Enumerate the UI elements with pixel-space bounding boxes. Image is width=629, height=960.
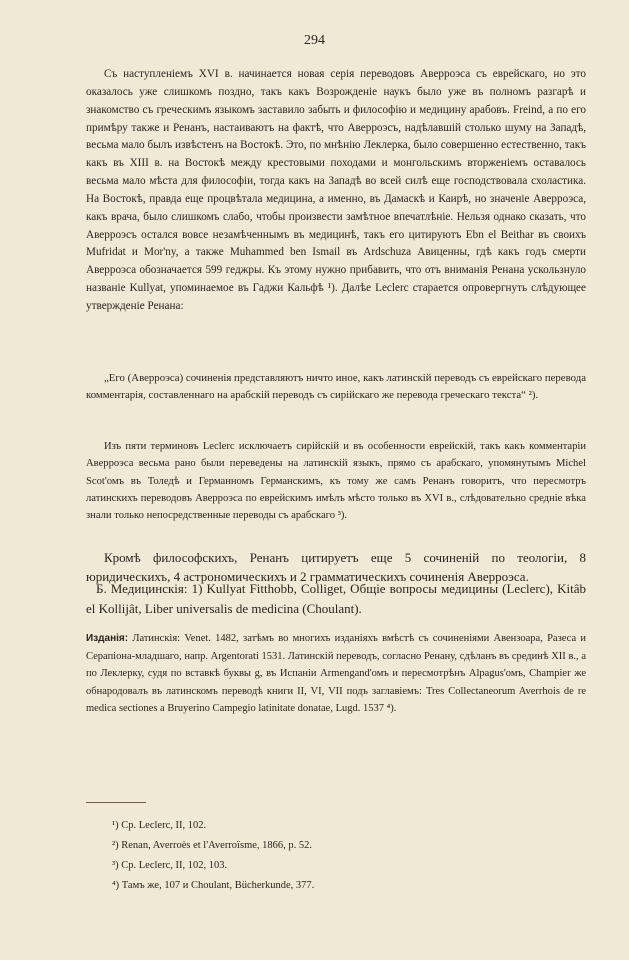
footnotes xyxy=(112,816,314,896)
paragraph-quote xyxy=(86,370,586,405)
footnote-3: ³) Ср. Leclerc, II, 102, 103. xyxy=(112,860,228,871)
editions-label: Изданія: xyxy=(86,633,129,644)
editions-text: Латинскія: Venet. 1482, затѣмъ во многихъ изданіяхъ вмѣстѣ съ сочиненіями Авензоара, Разеса и Серапіона-младшаго, напр. Argentorati 1531. Латинскій переводъ, согласно Ренану, сдѣланъ въ срединѣ XII в., а по Леклерку, судя по вставкѣ буквы g, въ Испаніи Armengand'омъ и пересмотрѣнъ Alpagus'омъ, Champier же обнародовалъ въ латинскомъ переводѣ книги II, VI, VII подъ заглавіемъ: Tres Collectaneorum Averrhois de re medica sectiones a Bruyerino Campegio latinitate donatae, Lugd. 1537 ⁴). xyxy=(86,633,586,715)
footnote-1: ¹) Ср. Leclerc, II, 102. xyxy=(112,820,207,831)
paragraph-editions-body xyxy=(86,630,586,718)
paragraph-quote-text: „Его (Аверроэса) сочиненія представляютъ ничто иное, какъ латинскій переводъ съ еврейскаго перевода комментарія, составленнаго на арабскій переводъ съ сирійскаго же перевода греческаго текста“ ²). xyxy=(86,372,586,402)
paragraph-main-text: Съ наступленіемъ XVI в. начинается новая серія переводовъ Аверроэса съ еврейскаго, но это оказалось уже слишкомъ поздно, такъ какъ Возрожденіе наукъ было уже въ полномъ разгарѣ и знакомство съ греческимъ языкомъ заставило забыть и философію и медицину арабовъ. Freind, а по его примѣру также и Ренанъ, настаиваютъ на фактѣ, что Аверроэсъ, надѣлавшій столько шуму на Западѣ, весьма мало былъ извѣстенъ на Востокѣ. Это, по мнѣнію Леклерка, было совершенно естественно, такъ какъ въ XIII в. на Востокѣ между крестовыми походами и монгольскимъ вторженіемъ оставалось весьма мало мѣста для философіи, тогда какъ на Западѣ во всей силѣ еще господствовала схоластика. На Востокѣ, правда еще процвѣтала медицина, а именно, въ Дамаскѣ и Каирѣ, но значеніе Аверроэса, какъ врача, было слишкомъ слабо, чтобы произвести замѣтное впечатлѣніе. Нельзя однако сказать, что Аверроэсъ остался вовсе незамѣченнымъ въ медицинѣ, такъ его цитируютъ Ebn el Beithar въ своихъ Mufridat и Mor'ny, а также Muhammed ben Ismail въ Ardschuza Авиценны, гдѣ какъ годъ смерти Аверроэса обозначается 599 геджры. Къ этому нужно прибавить, что отъ вниманія Ренана ускользнуло названіе Kullyat, упоминаемое въ Гаджи Кальфѣ ¹). Далѣе Leclerc старается опровергнуть слѣдующее утвержденіе Ренана: xyxy=(86,68,586,312)
footnote-divider xyxy=(86,802,146,803)
footnote-2: ²) Renan, Averroès et l'Averroïsme, 1866, p. 52. xyxy=(112,840,313,851)
footnote-4: ⁴) Тамъ же, 107 и Choulant, Bücherkunde, 377. xyxy=(112,880,315,891)
paragraph-terms xyxy=(86,438,586,524)
paragraph-main xyxy=(86,66,586,316)
page-number: 294 xyxy=(304,33,325,48)
paragraph-editions xyxy=(86,630,586,718)
paragraph-terms-text: Изъ пяти терминовъ Leclerc исключаетъ сирійскій и въ особенности еврейскій, такъ какъ комментаріи Аверроэса весьма рано были переведены на латинскій языкъ, прямо съ арабскаго, упомянутымъ Michel Scot'омъ въ Толедѣ и Германномъ Германскимъ, къ тому же самъ Ренанъ говоритъ, что пересмотръ латинскихъ переводовъ Аверроэса по еврейскимъ имѣлъ мѣсто только въ XVI в., слѣдовательно средніе вѣка знали только непосредственные переводы съ арабскаго ³). xyxy=(86,441,586,522)
paragraph-works-text: Кромѣ философскихъ, Ренанъ цитируетъ еще 5 сочиненій по теологіи, 8 юридическихъ, 4 астрономическихъ и 2 грамматическихъ сочиненія Аверроэса. xyxy=(86,550,586,584)
section-medical-text: Б. Медицинскія: 1) Kullyat Fitthobb, Colliget, Общіе вопросы медицины (Leclerc), Kitâb el Kollijât, Liber universalis de medicina (Choulant). xyxy=(86,581,586,616)
section-medical xyxy=(86,579,586,619)
